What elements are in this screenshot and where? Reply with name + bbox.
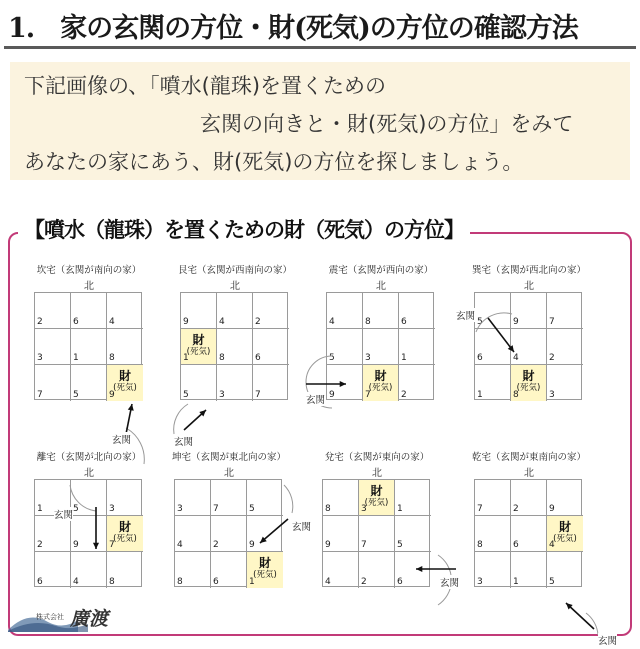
cell-number: 3	[477, 577, 483, 587]
cell-number: 5	[397, 540, 403, 550]
arrow-head	[93, 543, 99, 549]
cell-number: 1	[397, 504, 403, 514]
cell-number: 8	[513, 390, 519, 400]
cell-number: 9	[249, 540, 255, 550]
entrance-label: 玄関	[440, 575, 459, 589]
page-header	[0, 0, 640, 52]
north-label: 北	[84, 281, 94, 292]
entrance-label: 玄関	[174, 434, 193, 448]
cell-number: 9	[109, 390, 115, 400]
panel-caption: 兌宅（玄関が東向の家）	[324, 452, 430, 463]
cell-number: 1	[477, 390, 483, 400]
cell-number: 1	[249, 577, 255, 587]
cell-number: 5	[549, 577, 555, 587]
cell-number: 4	[219, 317, 225, 327]
entrance-label: 玄関	[456, 308, 475, 322]
entrance-label: 玄関	[54, 507, 73, 521]
cell-number: 9	[183, 317, 189, 327]
company-logo	[8, 600, 128, 632]
fortune-label: 財	[192, 333, 205, 347]
fortune-label: 財	[558, 520, 571, 534]
cell-number: 8	[177, 577, 183, 587]
intro-line-2: 玄関の向きと・財(死気)の方位」をみて	[200, 112, 574, 136]
cell-number: 2	[37, 317, 43, 327]
entrance-marker	[474, 292, 624, 462]
logo-company-name: 廣渡	[70, 608, 109, 630]
cell-number: 8	[365, 317, 371, 327]
fortune-sublabel: (死気)	[364, 498, 389, 508]
cell-number: 6	[401, 317, 407, 327]
cell-number: 7	[109, 540, 115, 550]
cell-number: 2	[549, 353, 555, 363]
arrow-head	[340, 381, 346, 387]
north-label: 北	[524, 468, 534, 479]
cell-number: 2	[361, 577, 367, 587]
panel-caption: 離宅（玄関が北向の家）	[36, 452, 142, 463]
cell-number: 8	[109, 353, 115, 363]
cell-number: 6	[397, 577, 403, 587]
fortune-label: 財	[118, 369, 131, 383]
cell-number: 5	[249, 504, 255, 514]
floorplan-panel	[454, 449, 618, 647]
cell-number: 5	[183, 390, 189, 400]
cell-number: 1	[183, 353, 189, 363]
cell-number: 7	[549, 317, 555, 327]
wave-icon	[8, 600, 128, 632]
cell-number: 4	[177, 540, 183, 550]
cell-number: 4	[329, 317, 335, 327]
cell-number: 2	[401, 390, 407, 400]
cell-number: 7	[213, 504, 219, 514]
cell-number: 3	[177, 504, 183, 514]
floorplan-panel	[14, 449, 164, 619]
fortune-sublabel: (死気)	[253, 570, 277, 580]
cell-number: 9	[513, 317, 519, 327]
cell-number: 2	[213, 540, 219, 550]
entrance-label: 玄関	[598, 633, 617, 647]
arrow-head	[128, 404, 134, 411]
entrance-label: 玄関	[112, 432, 131, 446]
cell-number: 3	[37, 353, 43, 363]
cell-number: 3	[109, 504, 115, 514]
panel-caption: 巽宅（玄関が西北向の家）	[471, 265, 586, 276]
cell-number: 7	[37, 390, 43, 400]
logo-company-type: 株式会社	[36, 613, 64, 621]
cell-number: 6	[513, 540, 519, 550]
door-swing-arc	[476, 313, 512, 332]
intro-line-3: あなたの家にあう、財(死気)の方位を探しましょう。	[24, 150, 524, 174]
cell-number: 2	[255, 317, 261, 327]
cell-number: 6	[73, 317, 79, 327]
cell-number: 6	[255, 353, 261, 363]
fortune-sublabel: (死気)	[516, 383, 541, 393]
north-label: 北	[372, 468, 382, 479]
panel-caption: 艮宅（玄関が西南向の家）	[177, 265, 292, 276]
door-swing-arc	[284, 485, 293, 513]
fortune-sublabel: (死気)	[368, 383, 393, 393]
cell-number: 9	[73, 540, 79, 550]
cell-number: 8	[109, 577, 115, 587]
north-label: 北	[224, 468, 234, 479]
section-title: 【噴水（龍珠）を置くための財（死気）の方位】	[18, 214, 470, 244]
cell-number: 2	[513, 504, 519, 514]
entrance-marker	[474, 479, 624, 649]
fortune-label: 財	[370, 484, 383, 498]
floorplan-panel	[154, 449, 312, 619]
cell-number: 9	[325, 540, 331, 550]
cell-number: 5	[73, 504, 79, 514]
fortune-sublabel: (死気)	[113, 383, 137, 393]
cell-number: 4	[109, 317, 115, 327]
cell-number: 4	[549, 540, 555, 550]
cell-number: 8	[219, 353, 225, 363]
header-underline	[4, 46, 636, 49]
cell-number: 3	[549, 390, 555, 400]
floorplan-panel	[14, 262, 164, 446]
north-label: 北	[524, 281, 534, 292]
entrance-label: 玄関	[292, 519, 311, 533]
cell-number: 2	[37, 540, 43, 550]
cell-number: 5	[477, 317, 483, 327]
floorplan-panel	[454, 262, 604, 432]
cell-number: 9	[329, 390, 335, 400]
north-label: 北	[230, 281, 240, 292]
cell-number: 1	[401, 353, 407, 363]
door-swing-arc	[70, 485, 96, 511]
cell-number: 6	[37, 577, 43, 587]
cell-number: 1	[73, 353, 79, 363]
fortune-sublabel: (死気)	[113, 534, 137, 544]
cell-number: 6	[213, 577, 219, 587]
cell-number: 9	[549, 504, 555, 514]
cell-number: 7	[361, 540, 367, 550]
cell-number: 4	[513, 353, 519, 363]
floorplan-panel	[160, 262, 310, 448]
entrance-arrow	[488, 318, 514, 352]
north-label: 北	[84, 468, 94, 479]
entrance-label: 玄関	[306, 392, 325, 406]
fortune-sublabel: (死気)	[553, 534, 577, 544]
entrance-marker	[322, 479, 472, 649]
cell-number: 3	[219, 390, 225, 400]
intro-box	[10, 62, 630, 180]
fortune-label: 財	[258, 556, 271, 570]
fortune-label: 財	[374, 369, 387, 383]
intro-line-1: 下記画像の、「噴水(龍珠)を置くための	[24, 74, 387, 98]
door-swing-arc	[174, 404, 188, 434]
cell-number: 8	[325, 504, 331, 514]
fortune-label: 財	[118, 520, 131, 534]
cell-number: 1	[37, 504, 43, 514]
panel-caption: 坎宅（玄関が南向の家）	[36, 265, 142, 276]
floorplan-panel	[302, 449, 460, 619]
panel-caption: 震宅（玄関が西向の家）	[328, 265, 434, 276]
cell-number: 3	[361, 504, 367, 514]
cell-number: 6	[477, 353, 483, 363]
cell-number: 5	[329, 353, 335, 363]
panel-caption: 坤宅（玄関が東北向の家）	[171, 452, 286, 463]
fortune-sublabel: (死気)	[186, 347, 211, 357]
cell-number: 4	[73, 577, 79, 587]
north-label: 北	[376, 281, 386, 292]
cell-number: 1	[513, 577, 519, 587]
fortune-label: 財	[522, 369, 535, 383]
cell-number: 3	[365, 353, 371, 363]
cell-number: 5	[73, 390, 79, 400]
cell-number: 4	[325, 577, 331, 587]
cell-number: 7	[477, 504, 483, 514]
floorplan-panel	[306, 262, 456, 432]
arrow-head	[416, 566, 422, 572]
cell-number: 8	[477, 540, 483, 550]
cell-number: 7	[255, 390, 261, 400]
page-title: 1. 家の玄関の方位・財(死気)の方位の確認方法	[8, 13, 578, 44]
cell-number: 7	[365, 390, 371, 400]
panel-caption: 乾宅（玄関が東南向の家）	[471, 452, 586, 463]
